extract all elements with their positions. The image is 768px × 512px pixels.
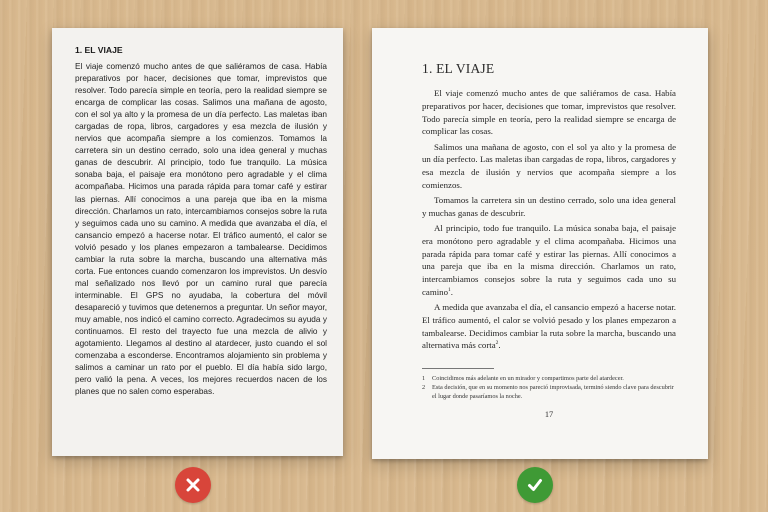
footnote-number: 2 [422, 384, 426, 392]
paragraph-text: Al principio, todo fue tranquilo. La música sonaba baja, el paisaje era monótono pero agradable y el clima acompañaba. Hicimos una parada rápida para tomar café y estirar las piernas. Allí conocimos a una pareja que iba en la misma dirección. Charlamos un rato, intercambiamos consejos sobre la ruta y seguimos cada uno su camino [422, 223, 676, 297]
paragraph [422, 141, 676, 192]
check-icon [526, 476, 544, 494]
paragraph-text: Tomamos la carretera sin un destino cerrado, solo una idea general y muchas ganas de descubrir. [422, 195, 676, 218]
paragraph: A medida que avanzaba el día, el cansancio empezó a hacerse notar. El tráfico aumentó, el calor se volvió pesado y los planes empezaron a tambalearse. Decidimos cambiar la ruta sobre la marcha, buscando una alternativa más corta$^2$. [422, 302, 676, 351]
footnote-number: 1 [422, 375, 426, 382]
page-number: 17 [544, 409, 554, 419]
footnote [422, 374, 676, 383]
footnote-divider [422, 368, 494, 369]
right-page-body [422, 87, 676, 352]
paragraph-text: Salimos una mañana de agosto, con el sol ya alto y la promesa de un día perfecto. Las maletas iban cargadas de ropa, libros, cargadores y esa mezcla de ilusión y nervios que acompaña siempre a los comienzos. [422, 141, 676, 190]
close-icon [185, 477, 201, 493]
paragraph: Al principio, todo fue tranquilo. La música sonaba baja, el paisaje era monótono pero agradable y el clima acompañaba. Hicimos una parada rápida para tomar café y estirar las piernas. Allí conocimos a una pareja que iba en la misma dirección. Charlamos un rato, intercambiamos consejos sobre la ruta y seguimos cada uno su camino$^1$. [422, 223, 676, 297]
footnote [422, 383, 676, 401]
paragraph [422, 194, 676, 220]
correct-mark [517, 467, 553, 503]
left-page-body: El viaje comenzó mucho antes de que saliéramos de casa. Había preparativos por hacer, decisiones que tomar, imprevistos que resolver. Todo parecía simple en teoría, pero la realidad siempre se encarga de complicar las cosas. Salimos una mañana de agosto, con el sol ya alto y la promesa de un día perfecto. Las maletas iban cargadas de ropa, libros, cargadores y esa mezcla de ilusión y nervios que acompaña siempre a los comienzos. Tomamos la carretera sin un destino cerrado, solo una idea general y muchas ganas de descubrir. Al principio, todo fue tranquilo. La música sonaba baja, el paisaje era monótono pero agradable y el clima acompañaba. Hicimos una parada rápida para tomar café y estirar las piernas. Allí conocimos a una pareja que iba en la misma dirección. Charlamos un rato, intercambiamos consejos sobre la ruta y seguimos cada uno su camino. A medida que avanzaba el día, el cansancio empezó a hacerse notar. El tráfico aumentó, el calor se volvió pesado y los planes empezaron a tambalearse. Decidimos cambiar la ruta sobre la marcha, buscando una alternativa más corta. Fue entonces cuando comenzaron los imprevistos. Un desvío mal señalizado nos llevó por un camino rural que parecía interminable. El GPS no ayudaba, la cobertura del móvil desapareció y tuvimos que detenernos a preguntar. Un señor mayor, muy amable, nos indicó el camino correcto. Agradecimos su ayuda y continuamos. El resto del trayecto fue una mezcla de alivio y agotamiento. Llegamos al destino al atardecer, justo cuando el sol comenzaba a esconderse. Encontramos alojamiento sin problema y salimos a caminar un rato por el pueblo. El día había sido largo, pero valió la pena. A veces, los mejores recuerdos nacen de los planes que no salen como esperabas. [75, 62, 327, 397]
footnote-ref: 2 [495, 340, 499, 347]
footnote-ref: 1 [448, 286, 451, 293]
right-page-title: 1. EL VIAJE [422, 61, 495, 76]
paragraph [422, 87, 676, 138]
paragraph-text: A medida que avanzaba el día, el cansancio empezó a hacerse notar. El tráfico aumentó, el calor se volvió pesado y los planes empezaron a tambalearse. Decidimos cambiar la ruta sobre la marcha, buscando una alternativa más corta [422, 302, 676, 351]
left-page-title: 1. EL VIAJE [75, 45, 123, 55]
left-page-bad-example [52, 28, 343, 456]
wrong-mark [175, 467, 211, 503]
footnote-text: Esta decisión, que en su momento nos pareció improvisada, terminó siendo clave para descubrir el lugar donde pasaríamos la noche. [432, 384, 674, 401]
paragraph-text: El viaje comenzó mucho antes de que saliéramos de casa. Había preparativos por hacer, decisiones que tomar, imprevistos que resolver. Todo parecía simple en teoría, pero la realidad siempre se encarga de complicar las cosas. [422, 88, 676, 137]
right-page-good-example [372, 28, 708, 459]
footnote-text: Coincidimos más adelante en un mirador y compartimos parte del atardecer. [432, 375, 624, 382]
